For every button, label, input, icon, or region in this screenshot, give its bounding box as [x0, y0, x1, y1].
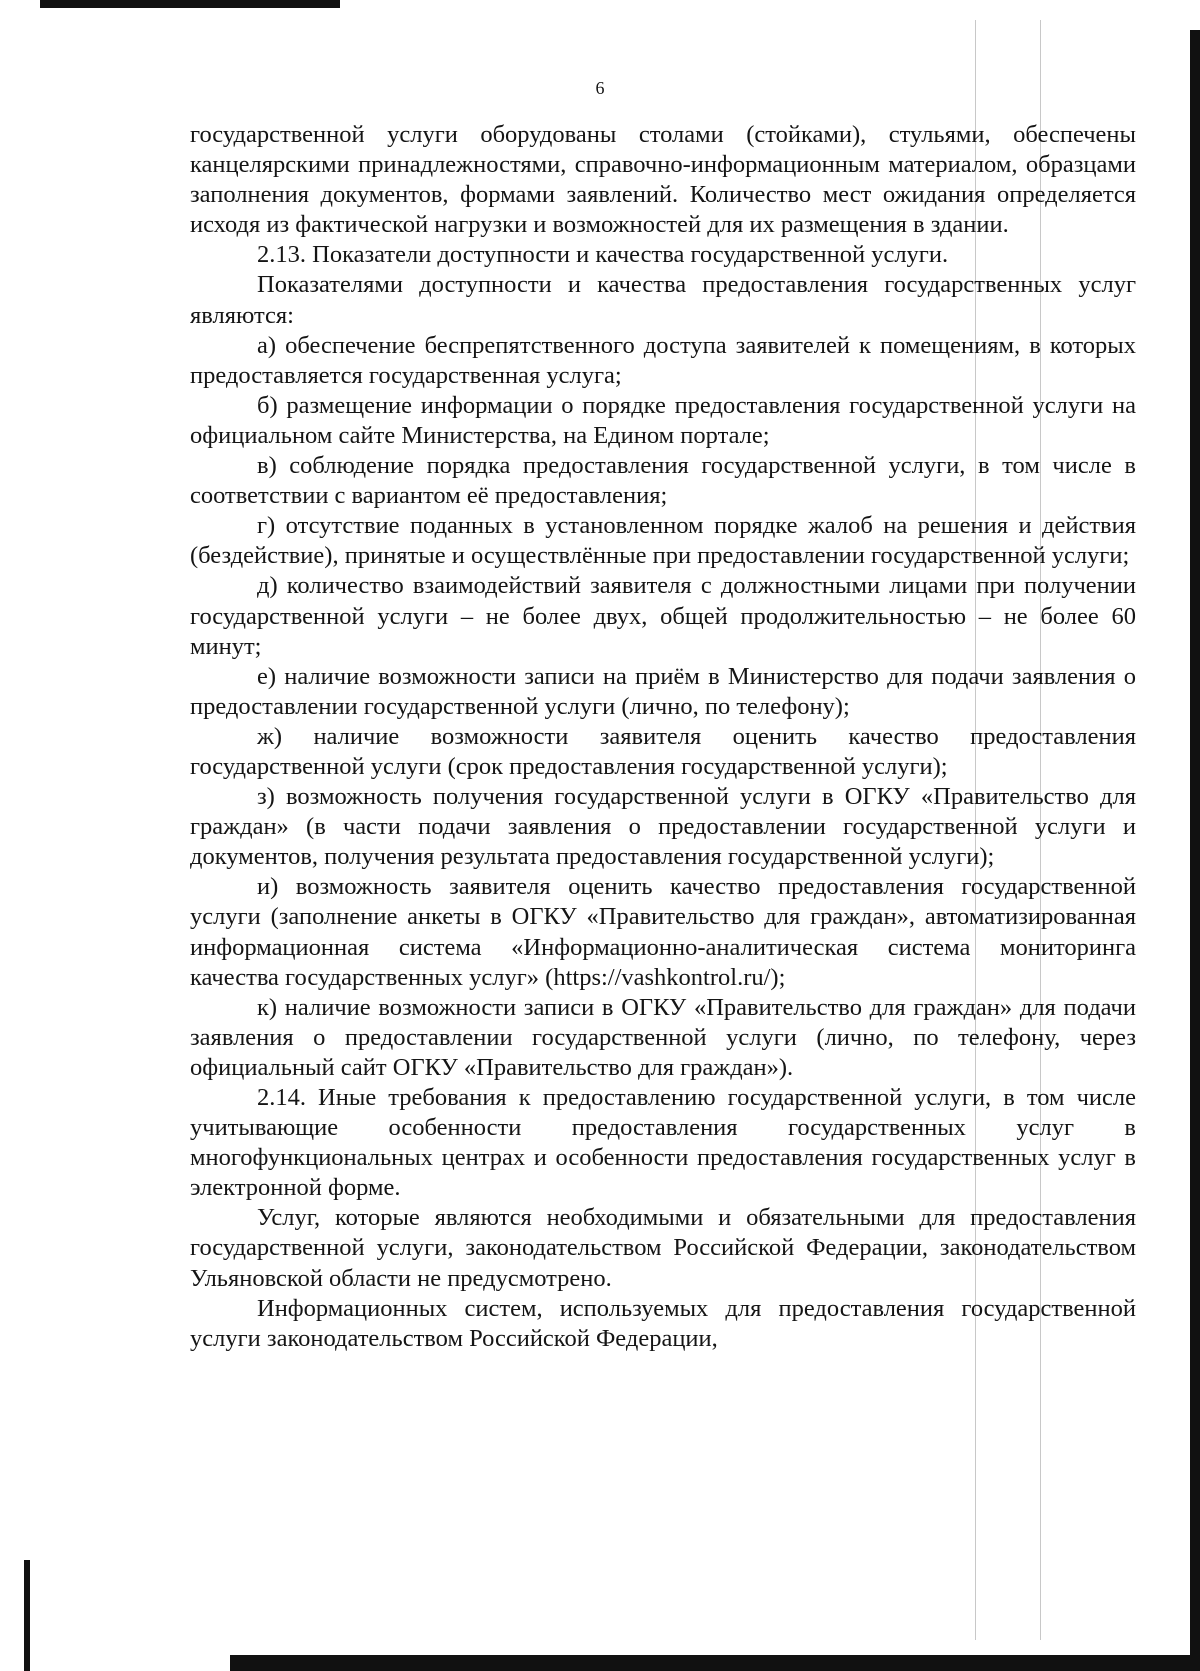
list-item-zh: ж) наличие возможности заявителя оценить качество предоставления государственной услуги (срок предоставления государственной услуги); [190, 722, 1136, 780]
list-item-v: в) соблюдение порядка предоставления государственной услуги, в том числе в соответствии с вариантом её предоставления; [190, 452, 1136, 510]
scan-edge-left [24, 1560, 30, 1671]
scan-edge-right [1190, 30, 1200, 1660]
paragraph-services: Услуг, которые являются необходимыми и обязательными для предоставления государственной услуги, законодательством Российской Федерации, законодательством Ульяновской области не предусмотрено. [190, 1204, 1136, 1292]
list-item-k: к) наличие возможности записи в ОГКУ «Правительство для граждан» для подачи заявления о предоставлении государственной услуги (лично, по телефону, через официальный сайт ОГКУ «Правительство для граждан»). [190, 993, 1136, 1081]
list-item-z: з) возможность получения государственной услуги в ОГКУ «Правительство для граждан» (в части подачи заявления о предоставлении государственной услуги и документов, получения результата предоставления государственной услуги); [190, 783, 1136, 871]
paragraph-continued-intro: государственной услуги оборудованы столами (стойками), стульями, обеспечены канцелярскими принадлежностями, справочно-информационным материалом, образцами заполнения документов, формами заявлений. Количество мест ожидания определяется исходя из фактической нагрузки и возможностей для их размещения в здании. [190, 121, 1136, 239]
page-number: 6 [595, 78, 605, 98]
paragraph-indicators-intro: Показателями доступности и качества предоставления государственных услуг являются: [190, 271, 1136, 329]
paragraph-information-systems: Информационных систем, используемых для предоставления государственной услуги законодательством Российской Федерации, [190, 1294, 1136, 1352]
section-heading-2-14: 2.14. Иные требования к предоставлению государственной услуги, в том числе учитывающие особенности предоставления государственных услуг в многофункциональных центрах и особенности предоставления государственных услуг в электронной форме. [190, 1084, 1136, 1202]
list-item-b: б) размещение информации о порядке предоставления государственной услуги на официальном сайте Министерства, на Едином портале; [190, 391, 1136, 449]
section-heading-2-13: 2.13. Показатели доступности и качества государственной услуги. [257, 241, 949, 269]
list-item-g: г) отсутствие поданных в установленном порядке жалоб на решения и действия (бездействие), принятые и осуществлённые при предоставлении государственной услуги; [190, 512, 1136, 570]
scan-edge-bottom [230, 1655, 1200, 1671]
scan-edge-top [40, 0, 340, 8]
list-item-i: и) возможность заявителя оценить качество предоставления государственной услуги (заполнение анкеты в ОГКУ «Правительство для граждан», автоматизированная информационная система «Информационно-аналитическая система мониторинга качества государственных услуг» (https://vashkontrol.ru/); [190, 873, 1136, 991]
list-item-a: а) обеспечение беспрепятственного доступа заявителей к помещениям, в которых предоставляется государственная услуга; [190, 331, 1136, 389]
document-body [190, 120, 1136, 1354]
list-item-e: е) наличие возможности записи на приём в Министерство для подачи заявления о предоставлении государственной услуги (лично, по телефону); [190, 662, 1136, 720]
list-item-d: д) количество взаимодействий заявителя с должностными лицами при получении государственной услуги – не более двух, общей продолжительностью – не более 60 минут; [190, 572, 1136, 660]
